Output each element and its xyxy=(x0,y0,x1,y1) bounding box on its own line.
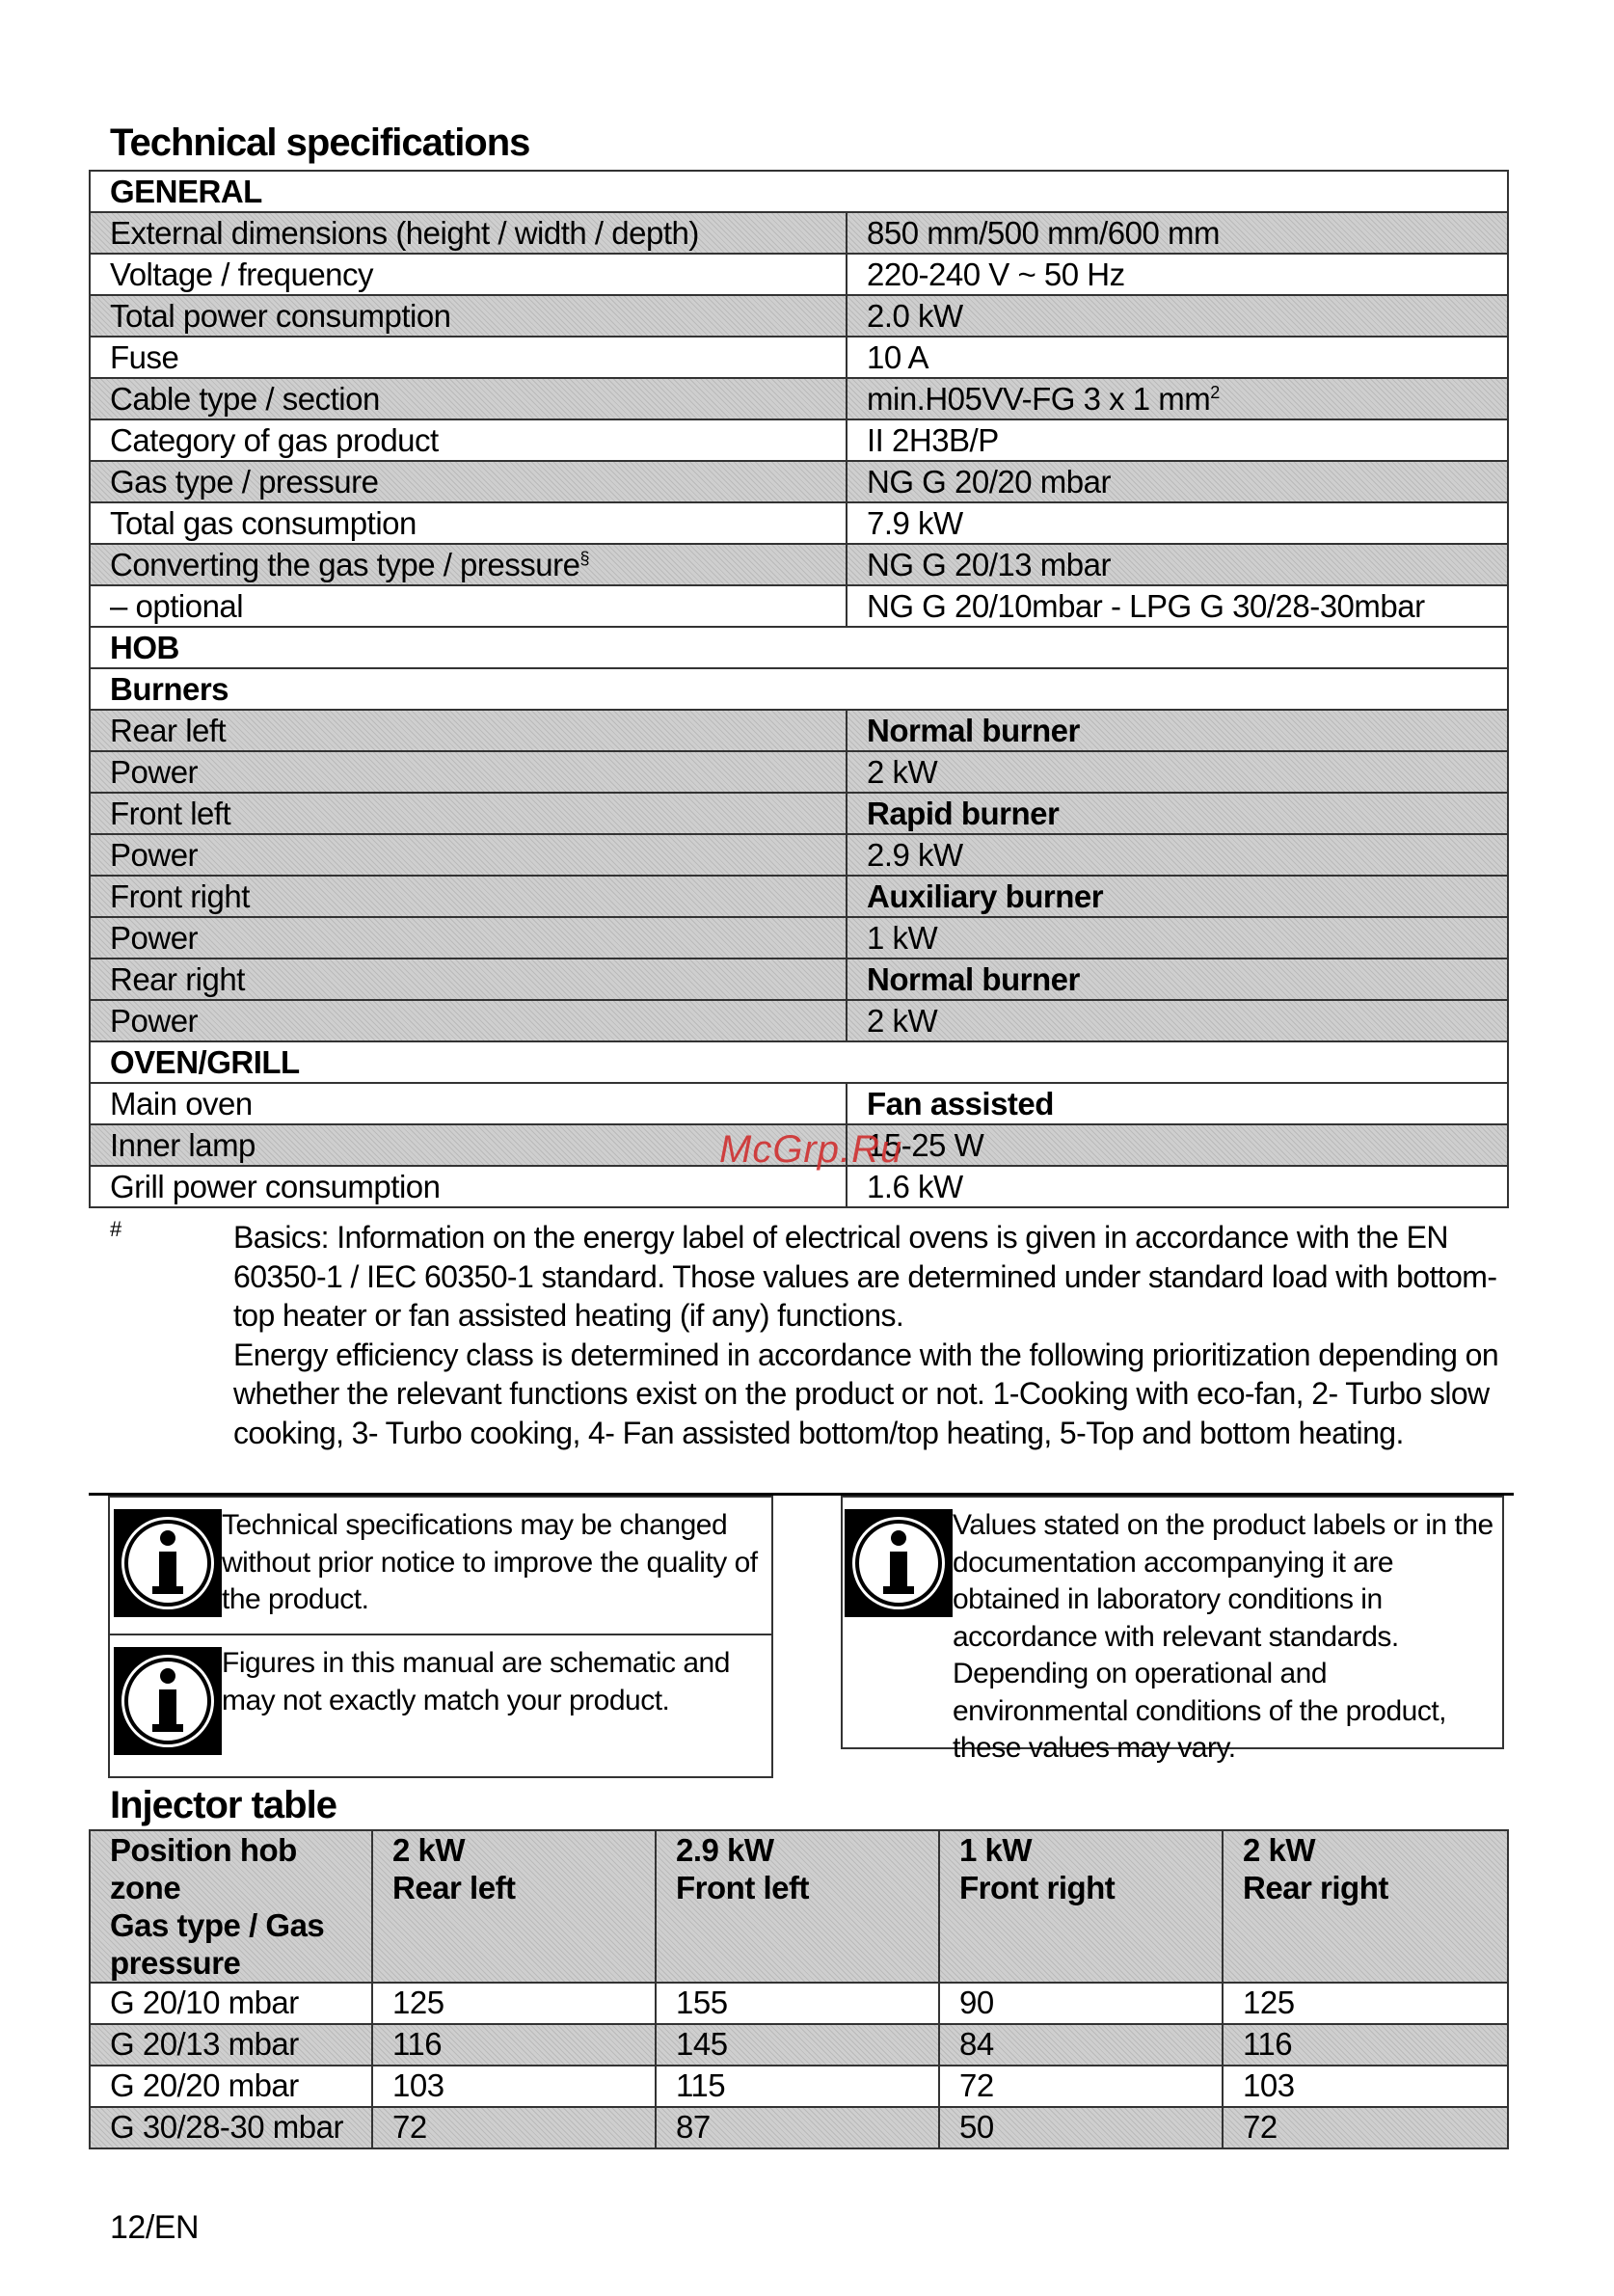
spec-row xyxy=(90,461,1508,502)
spec-value: NG G 20/10mbar - LPG G 30/28-30mbar xyxy=(847,585,1508,627)
header-zone xyxy=(656,1830,939,1983)
injector-value: 116 xyxy=(372,2024,656,2066)
spec-value: NG G 20/13 mbar xyxy=(847,544,1508,585)
header-zone xyxy=(1223,1830,1508,1983)
page-title: Technical specifications xyxy=(110,122,530,164)
spec-value: 220-240 V ~ 50 Hz xyxy=(847,254,1508,295)
header-gas-label: Gas type / Gas pressure xyxy=(110,1907,325,1981)
spec-row xyxy=(90,751,1508,793)
header-zone xyxy=(372,1830,656,1983)
gas-type-cell: G 20/13 mbar xyxy=(90,2024,372,2066)
spec-label: Gas type / pressure xyxy=(90,461,847,502)
gas-type-cell: G 20/20 mbar xyxy=(90,2066,372,2107)
section-heading-burners: Burners xyxy=(90,668,1508,710)
gas-type-cell: G 30/28-30 mbar xyxy=(90,2107,372,2148)
spec-value: 1.6 kW xyxy=(847,1166,1508,1207)
spec-value: Normal burner xyxy=(847,959,1508,1000)
spec-value: 10 A xyxy=(847,337,1508,378)
zone-power: 1 kW xyxy=(959,1832,1033,1868)
zone-power: 2.9 kW xyxy=(676,1832,774,1868)
notes-box-right xyxy=(841,1496,1504,1764)
section-hob xyxy=(90,627,1508,668)
note-specs-change: Technical specifications may be changed without prior notice to improve the quality of the product. xyxy=(222,1509,758,1615)
header-zone xyxy=(939,1830,1223,1983)
spec-value: 2 kW xyxy=(847,1000,1508,1041)
header-position-label: Position hob zone xyxy=(110,1832,297,1905)
injector-value: 125 xyxy=(1223,1983,1508,2024)
footnote-paragraph-energy-class: Energy efficiency class is determined in accordance with the following prioritization depending on whether the relevant functions exist on the product or not. 1-Cooking with eco-fan, 2- Turbo slow cooking, 3- Turbo cooking, 4- Fan assisted bottom/top heating, 5-Top and bottom heating. xyxy=(233,1337,1499,1450)
spec-row xyxy=(90,959,1508,1000)
spec-row xyxy=(90,419,1508,461)
injector-value: 90 xyxy=(939,1983,1223,2024)
zone-power: 2 kW xyxy=(1243,1832,1316,1868)
spec-label: Rear right xyxy=(90,959,847,1000)
spec-value: Fan assisted xyxy=(847,1083,1508,1124)
spec-row xyxy=(90,1000,1508,1041)
gas-type-cell: G 20/10 mbar xyxy=(90,1983,372,2024)
spec-row xyxy=(90,378,1508,419)
zone-position: Rear left xyxy=(392,1870,516,1905)
spec-row xyxy=(90,1083,1508,1124)
injector-value: 72 xyxy=(1223,2107,1508,2148)
section-general xyxy=(90,171,1508,212)
spec-label: Front left xyxy=(90,793,847,834)
note-values-may-vary: Values stated on the product labels or in the documentation accompanying it are obtained in laboratory conditions in accordance with relevant standards. Depending on operational and environmental conditions of the product, these values may vary. xyxy=(953,1509,1493,1764)
spec-value: Normal burner xyxy=(847,710,1508,751)
zone-power: 2 kW xyxy=(392,1832,466,1868)
spec-label: Fuse xyxy=(90,337,847,378)
spec-label: Category of gas product xyxy=(90,419,847,461)
spec-value: 2.9 kW xyxy=(847,834,1508,876)
spec-row xyxy=(90,254,1508,295)
spec-value: 1 kW xyxy=(847,917,1508,959)
spec-row xyxy=(90,544,1508,585)
info-icon xyxy=(845,1509,953,1617)
spec-row xyxy=(90,502,1508,544)
spec-row xyxy=(90,793,1508,834)
zone-position: Front left xyxy=(676,1870,809,1905)
spec-row xyxy=(90,876,1508,917)
spec-row xyxy=(90,1166,1508,1207)
section-heading-oven-grill: OVEN/GRILL xyxy=(90,1041,1508,1083)
spec-row xyxy=(90,295,1508,337)
spec-label: Grill power consumption xyxy=(90,1166,847,1207)
spec-value: II 2H3B/P xyxy=(847,419,1508,461)
spec-value: 2.0 kW xyxy=(847,295,1508,337)
zone-position: Rear right xyxy=(1243,1870,1388,1905)
spec-label: Rear left xyxy=(90,710,847,751)
technical-specifications-table xyxy=(89,170,1509,1208)
spec-label: Main oven xyxy=(90,1083,847,1124)
spec-value: NG G 20/20 mbar xyxy=(847,461,1508,502)
spec-label: External dimensions (height / width / depth) xyxy=(90,212,847,254)
injector-value: 103 xyxy=(372,2066,656,2107)
spec-value: 7.9 kW xyxy=(847,502,1508,544)
injector-header-row xyxy=(90,1830,1508,1983)
superscript-2: 2 xyxy=(1210,383,1220,402)
injector-row xyxy=(90,2024,1508,2066)
spec-value: Rapid burner xyxy=(847,793,1508,834)
injector-value: 155 xyxy=(656,1983,939,2024)
info-icon xyxy=(114,1509,222,1617)
spec-label xyxy=(90,544,847,585)
spec-label: – optional xyxy=(90,585,847,627)
injector-table-title: Injector table xyxy=(110,1784,336,1826)
injector-value: 125 xyxy=(372,1983,656,2024)
spec-row xyxy=(90,337,1508,378)
converting-gas-label: Converting the gas type / pressure xyxy=(110,547,580,582)
injector-value: 115 xyxy=(656,2066,939,2107)
header-label-cell xyxy=(90,1830,372,1983)
injector-value: 72 xyxy=(939,2066,1223,2107)
injector-value: 116 xyxy=(1223,2024,1508,2066)
spec-label: Power xyxy=(90,1000,847,1041)
spec-value: 15-25 W xyxy=(847,1124,1508,1166)
spec-label: Total power consumption xyxy=(90,295,847,337)
spec-label: Power xyxy=(90,834,847,876)
spec-label: Total gas consumption xyxy=(90,502,847,544)
spec-value: Auxiliary burner xyxy=(847,876,1508,917)
spec-row xyxy=(90,917,1508,959)
spec-row xyxy=(90,710,1508,751)
spec-row xyxy=(90,834,1508,876)
cable-section-value: min.H05VV-FG 3 x 1 mm xyxy=(867,381,1211,417)
spec-value: 850 mm/500 mm/600 mm xyxy=(847,212,1508,254)
injector-value: 72 xyxy=(372,2107,656,2148)
spec-value xyxy=(847,378,1508,419)
injector-row xyxy=(90,2066,1508,2107)
injector-value: 87 xyxy=(656,2107,939,2148)
page-number: 12/EN xyxy=(110,2209,199,2246)
section-heading-hob: HOB xyxy=(90,627,1508,668)
zone-position: Front right xyxy=(959,1870,1116,1905)
injector-row xyxy=(90,1983,1508,2024)
spec-label: Power xyxy=(90,751,847,793)
info-icon xyxy=(114,1647,222,1755)
spec-label: Voltage / frequency xyxy=(90,254,847,295)
injector-table xyxy=(89,1829,1509,2149)
spec-label: Front right xyxy=(90,876,847,917)
injector-value: 103 xyxy=(1223,2066,1508,2107)
section-burners xyxy=(90,668,1508,710)
note-divider xyxy=(110,1634,771,1635)
injector-value: 84 xyxy=(939,2024,1223,2066)
spec-row xyxy=(90,212,1508,254)
spec-row xyxy=(90,585,1508,627)
notes-box-left xyxy=(108,1496,773,1778)
section-oven-grill xyxy=(90,1041,1508,1083)
watermark: McGrp.Ru xyxy=(719,1128,903,1171)
footnote xyxy=(233,1218,1516,1452)
spec-label: Power xyxy=(90,917,847,959)
injector-row xyxy=(90,2107,1508,2148)
injector-value: 50 xyxy=(939,2107,1223,2148)
footnote-paragraph-basics: Basics: Information on the energy label of electrical ovens is given in accordance with the EN 60350-1 / IEC 60350-1 standard. Those values are determined under standard load with bottom-top heater or fan assisted heating (if any) functions. xyxy=(233,1220,1497,1333)
superscript-section-mark: § xyxy=(579,549,589,568)
section-heading-general: GENERAL xyxy=(90,171,1508,212)
spec-label: Cable type / section xyxy=(90,378,847,419)
footnote-mark: # xyxy=(110,1217,122,1241)
spec-value: 2 kW xyxy=(847,751,1508,793)
injector-value: 145 xyxy=(656,2024,939,2066)
note-figures-schematic: Figures in this manual are schematic and may not exactly match your product. xyxy=(222,1647,730,1716)
spec-label: Inner lamp xyxy=(90,1124,847,1166)
